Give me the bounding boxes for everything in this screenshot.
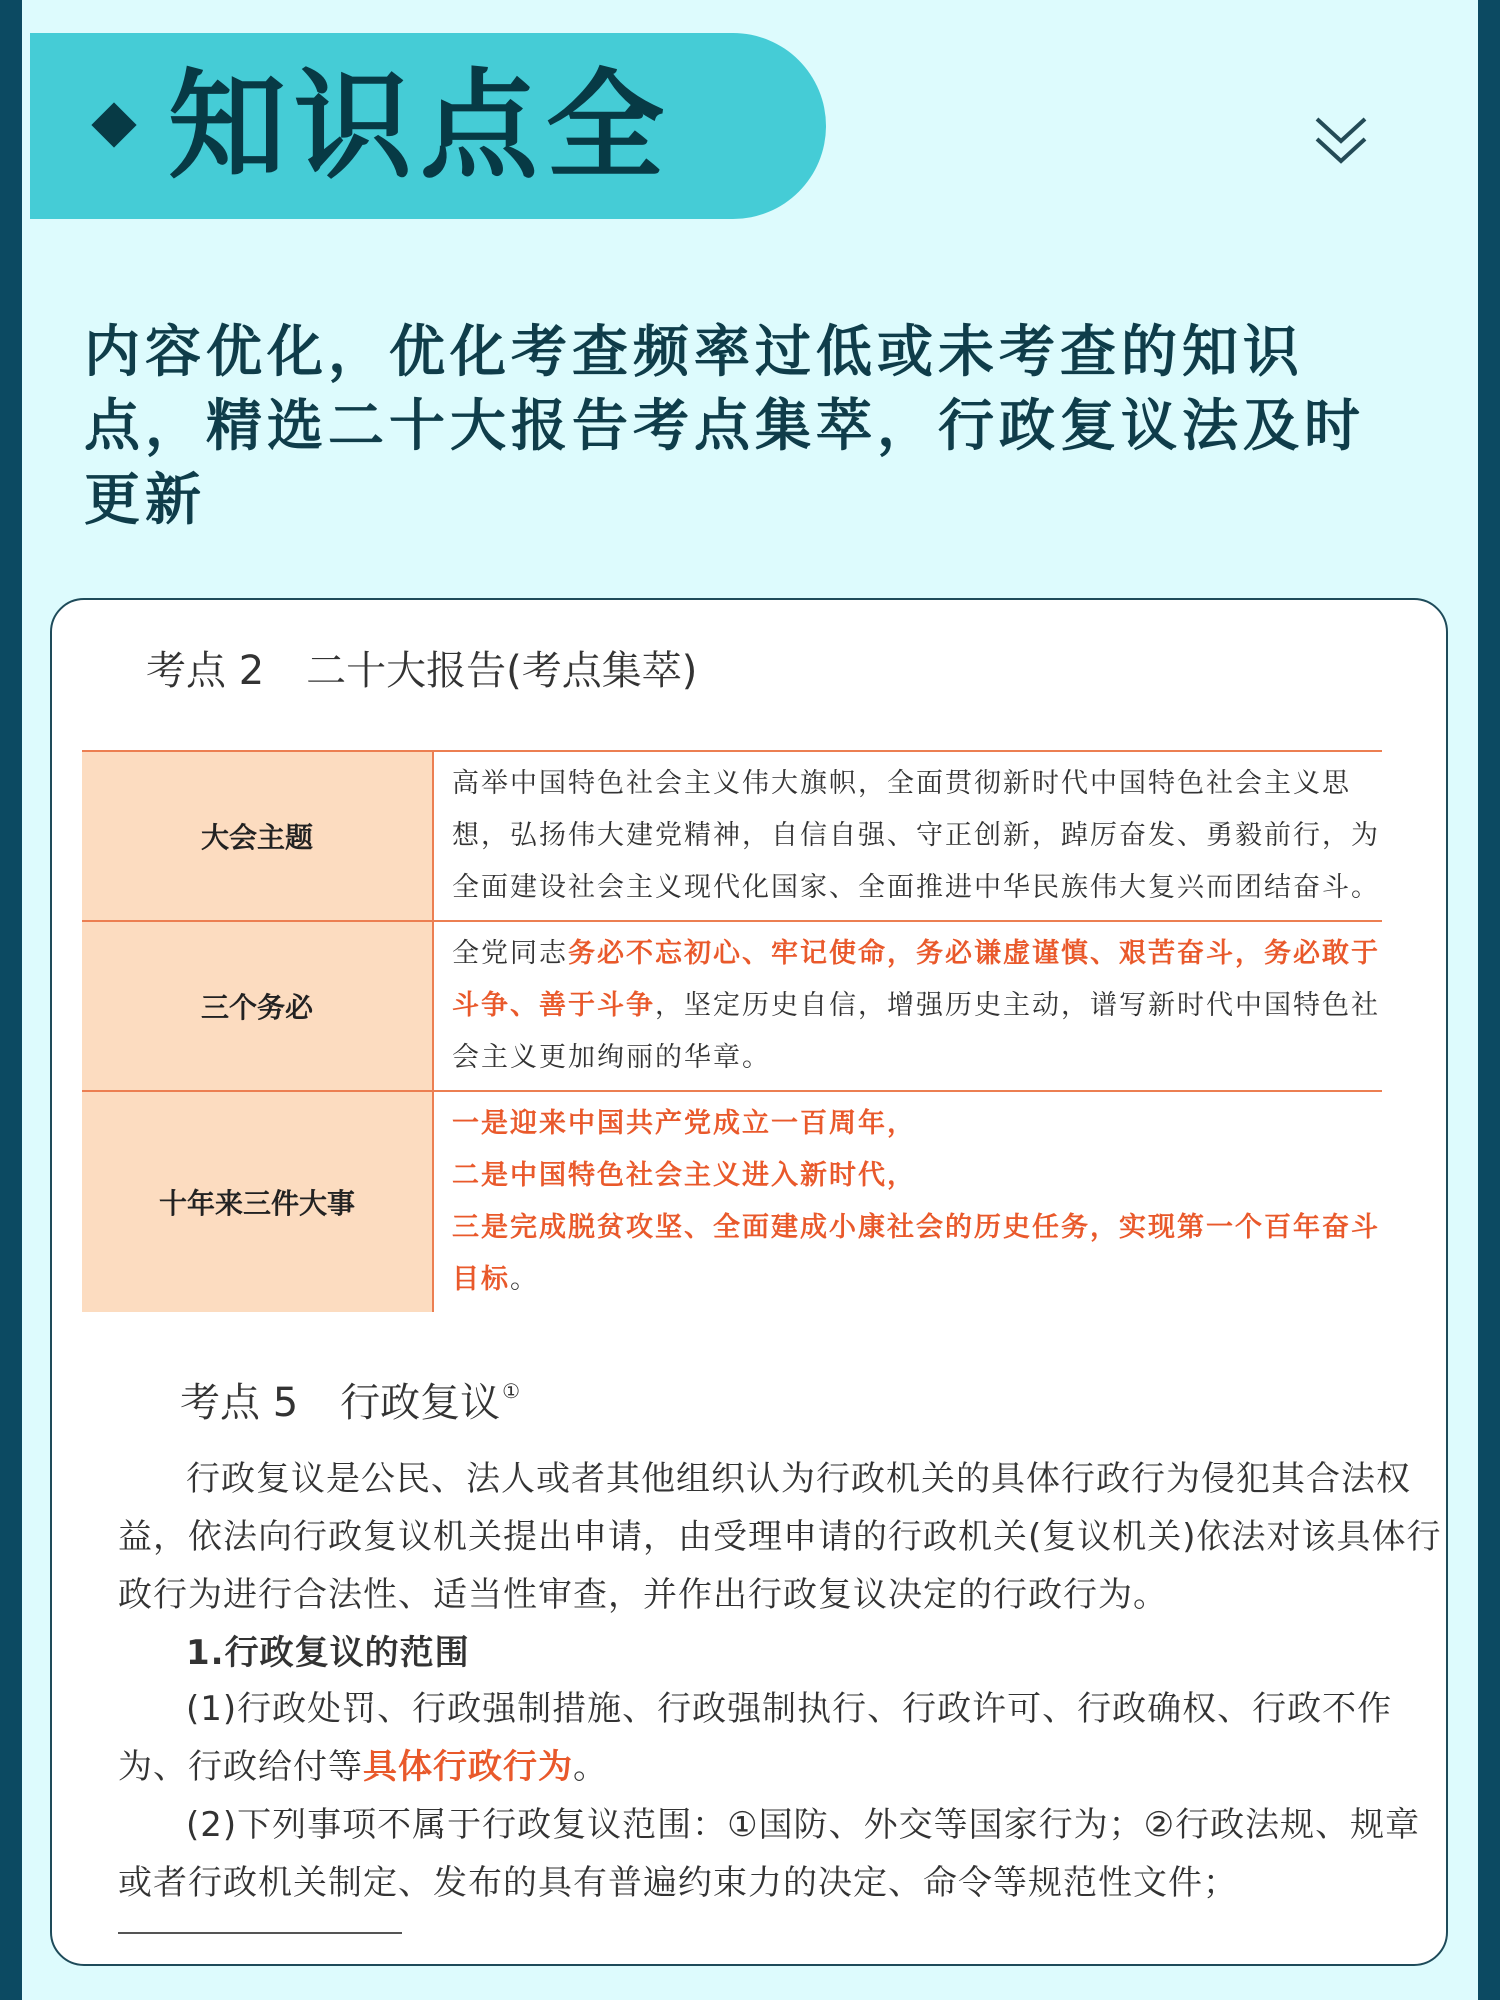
intro-text: 内容优化，优化考查频率过低或未考查的知识点，精选二十大报告考点集萃，行政复议法及时更新: [84, 320, 1365, 533]
definition-paragraph: 行政复议是公民、法人或者其他组织认为行政机关的具体行政行为侵犯其合法权益，依法向行政复议机关提出申请，由受理申请的行政机关(复议机关)依法对该具体行政行为进行合法性、适当性审查，并作出行政复议决定的行政行为。: [118, 1459, 1442, 1615]
footnote-divider: [118, 1932, 402, 1934]
scope-item-1-end: 。: [573, 1747, 608, 1787]
scope-item-1-text: (1)行政处罚、行政强制措施、行政强制执行、行政许可、行政确权、行政不作为、行政给付等: [118, 1689, 1393, 1787]
table-row: [82, 1091, 1382, 1312]
highlight-text: 三是完成脱贫攻坚、全面建成小康社会的历史任务，实现第一个百年奋斗目标: [452, 1212, 1380, 1295]
footnote-marker: ①: [502, 1379, 521, 1403]
section2-title: 行政复议: [340, 1380, 501, 1426]
scope-heading: 1.行政复议的范围: [186, 1633, 470, 1673]
highlight-text: 一是迎来中国共产党成立一百周年，: [452, 1108, 916, 1139]
scope-item-1-highlight: 具体行政行为: [363, 1747, 573, 1787]
highlight-text: 务必不忘初心、牢记使命，务必谦虚谨慎、艰苦奋斗，务必敢于斗争、善于斗争: [452, 938, 1380, 1021]
section1-title: 二十大报告(考点集萃): [306, 648, 698, 694]
section2-heading: [180, 1366, 520, 1428]
table-row: [82, 751, 1382, 921]
row-body: [433, 751, 1382, 921]
table-row: [82, 921, 1382, 1091]
scope-item-1: [118, 1680, 1448, 1796]
row-head: 十年来三件大事: [82, 1091, 433, 1312]
double-chevron-down-icon[interactable]: [1311, 113, 1371, 173]
banner-title: 知识点全: [168, 57, 673, 195]
row-body: [433, 1091, 1382, 1312]
body-text: ，坚定历史自信，增强历史主动，谱写新时代中国特色社会主义更加绚丽的华章。: [452, 990, 1380, 1073]
section1-heading: [146, 646, 697, 696]
body-text: 。: [510, 1264, 539, 1295]
section1-number: 考点 2: [146, 648, 265, 694]
row-head: 大会主题: [82, 751, 433, 921]
body-text: 高举中国特色社会主义伟大旗帜，全面贯彻新时代中国特色社会主义思想，弘扬伟大建党精神，自信自强、守正创新，踔厉奋发、勇毅前行，为全面建设社会主义现代化国家、全面推进中华民族伟大复兴而团结奋斗。: [452, 768, 1380, 903]
row-head: 三个务必: [82, 921, 433, 1091]
section2-number: 考点 5: [180, 1380, 299, 1426]
title-banner: [30, 33, 826, 219]
diamond-bullet-icon: [91, 102, 136, 147]
scope-item-2: (2)下列事项不属于行政复议范围：①国防、外交等国家行为；②行政法规、规章或者行政机关制定、发布的具有普遍约束力的决定、命令等规范性文件；: [118, 1805, 1421, 1903]
key-points-table: [82, 750, 1382, 1312]
content-card: [50, 598, 1448, 1966]
body-text: 全党同志: [452, 938, 568, 969]
highlight-text: 二是中国特色社会主义进入新时代，: [452, 1160, 916, 1191]
page: [22, 0, 1478, 2000]
row-body: [433, 921, 1382, 1091]
